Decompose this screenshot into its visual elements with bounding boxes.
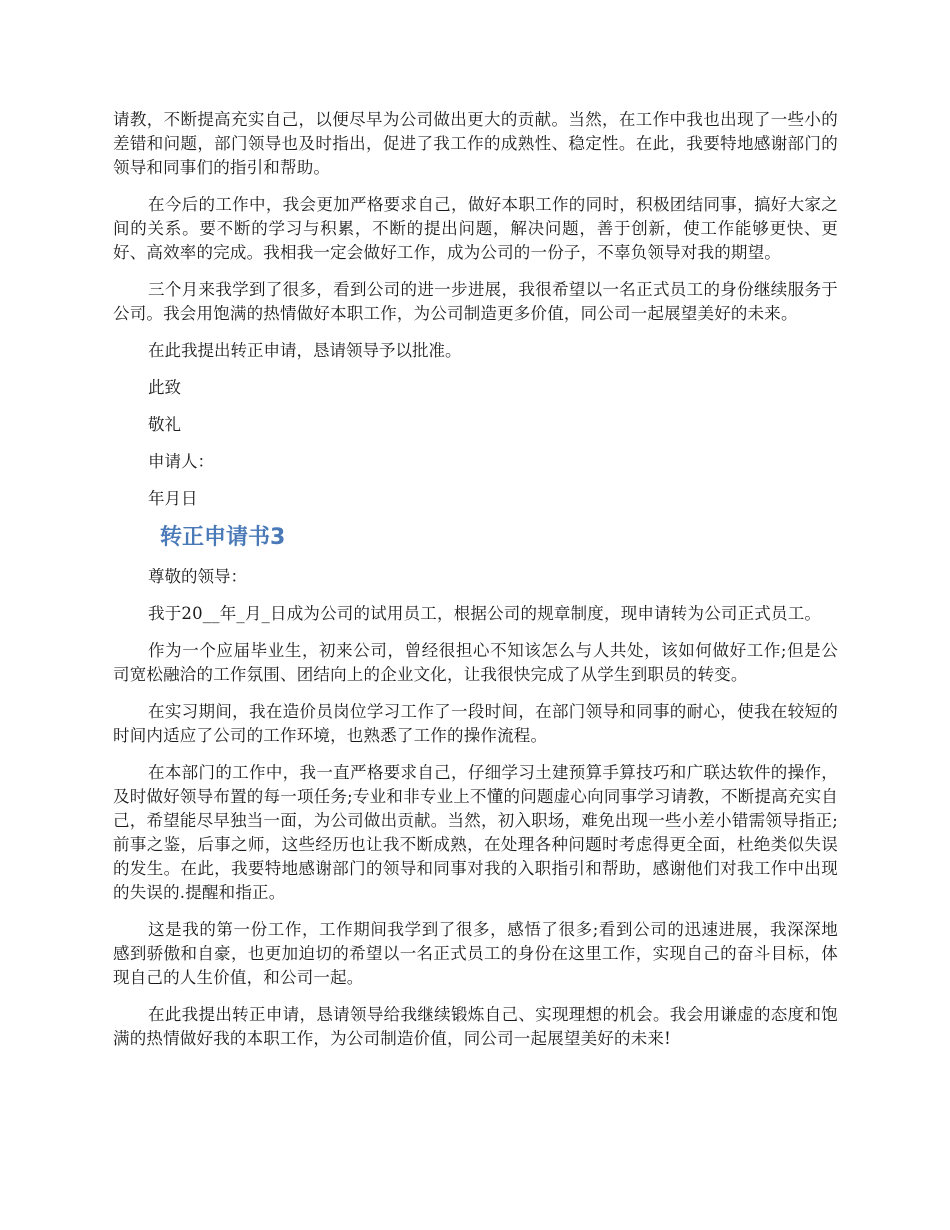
letter-paragraph-5: 这是我的第一份工作，工作期间我学到了很多，感悟了很多;看到公司的迅速进展，我深深地感到骄傲和自豪，也更加迫切的希望以一名正式员工的身份在这里工作，实现自己的奋斗目标，体现自己的人生价值，和公司一起。 (113, 920, 838, 987)
continuation-paragraph: 请教，不断提高充实自己，以便尽早为公司做出更大的贡献。当然，在工作中我也出现了一些小的差错和问题，部门领导也及时指出，促进了我工作的成熟性、稳定性。在此，我要特地感谢部门的领导和同事们的指引和帮助。 (113, 110, 838, 177)
letter-paragraph-2: 作为一个应届毕业生，初来公司，曾经很担心不知该怎么与人共处，该如何做好工作;但是公司宽松融洽的工作氛围、团结向上的企业文化，让我很快完成了从学生到职员的转变。 (113, 641, 838, 684)
closing-jingli: 敬礼 (148, 415, 181, 434)
applicant-line: 申请人： (148, 452, 214, 471)
letter-paragraph-4: 在本部门的工作中，我一直严格要求自己，仔细学习土建预算手算技巧和广联达软件的操作，及时做好领导布置的每一项任务;专业和非专业上不懂的问题虚心向同事学习请教，不断提高充实自己，希望能尽早独当一面，为公司做出贡献。当然，初入职场，难免出现一些小差小错需领导指正;前事之鉴，后事之师，这些经历也让我不断成熟，在处理各种问题时考虑得更全面，杜绝类似失误的发生。在此，我要特地感谢部门的领导和同事对我的入职指引和帮助，感谢他们对我工作中出现的失误的.提醒和指正。 (113, 763, 838, 902)
document-page (113, 108, 838, 1064)
closing-cizhi: 此致 (148, 378, 181, 397)
letter-paragraph-1: 我于20__年_月_日成为公司的试用员工，根据公司的规章制度，现申请转为公司正式员工。 (148, 604, 822, 623)
section-heading: 转正申请书3 (160, 525, 286, 550)
letter-paragraph-6: 在此我提出转正申请，恳请领导给我继续锻炼自己、实现理想的机会。我会用谦虚的态度和饱满的热情做好我的本职工作，为公司制造价值，同公司一起展望美好的未来! (113, 1005, 838, 1048)
salutation: 尊敬的领导： (148, 567, 247, 586)
future-work-paragraph: 在今后的工作中，我会更加严格要求自己，做好本职工作的同时，积极团结同事，搞好大家之间的关系。要不断的学习与积累，不断的提出问题，解决问题，善于创新，使工作能够更快、更好、高效率的完成。我相我一定会做好工作，成为公司的一份子，不辜负领导对我的期望。 (113, 195, 838, 262)
letter-paragraph-3: 在实习期间，我在造价员岗位学习工作了一段时间，在部门领导和同事的耐心，使我在较短的时间内适应了公司的工作环境，也熟悉了工作的操作流程。 (113, 702, 838, 745)
date-line: 年月日 (148, 489, 198, 508)
three-months-paragraph: 三个月来我学到了很多，看到公司的进一步进展，我很希望以一名正式员工的身份继续服务于公司。我会用饱满的热情做好本职工作，为公司制造更多价值，同公司一起展望美好的未来。 (113, 280, 838, 323)
request-line: 在此我提出转正申请，恳请领导予以批准。 (148, 341, 462, 360)
